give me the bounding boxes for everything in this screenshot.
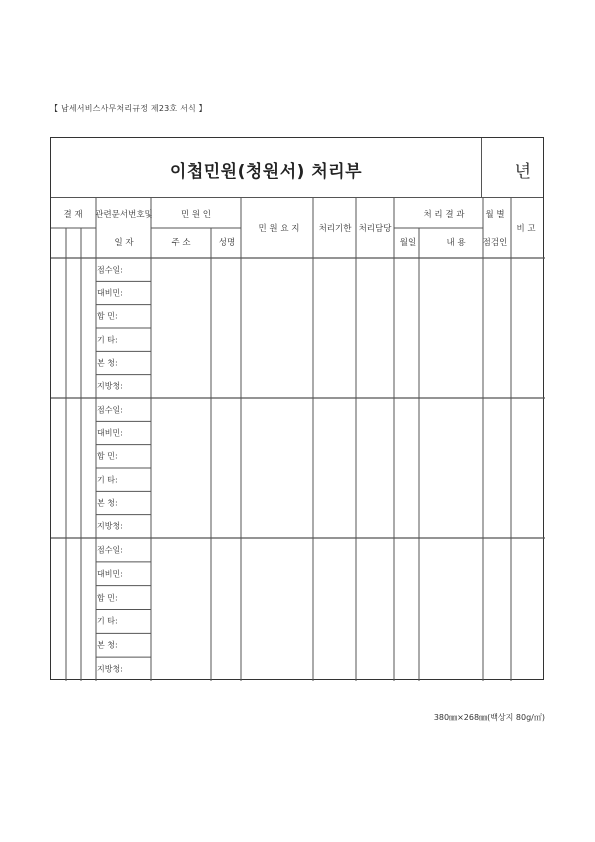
header-handler: 처리담당: [358, 224, 392, 234]
row-label: 지방청:: [97, 521, 123, 531]
header-doc-date: 일 자: [114, 238, 134, 248]
row-label: 기 타:: [97, 475, 118, 485]
header-result-date: 월일: [399, 238, 417, 248]
header-result: 처 리 결 과: [423, 210, 465, 220]
form-title: 이첩민원(청원서) 처리부: [169, 162, 363, 182]
row-label: 본 청:: [97, 498, 118, 508]
header-name: 성명: [218, 238, 236, 248]
header-deadline: 처리기한: [318, 224, 352, 234]
header-petition-summary: 민 원 요 지: [258, 224, 300, 234]
ledger-form: [50, 137, 544, 680]
header-remarks: 비 고: [516, 224, 536, 234]
header-result-content: 내 용: [446, 238, 466, 248]
row-label: 접수일:: [97, 265, 123, 275]
row-label: 지방청:: [97, 664, 123, 674]
row-label: 본 청:: [97, 640, 118, 650]
row-label: 지방청:: [97, 381, 123, 391]
row-label: 합 민:: [97, 451, 118, 461]
header-doc-number: 관련문서번호및: [95, 210, 153, 220]
year-label: 년: [514, 162, 531, 182]
row-label: 접수일:: [97, 405, 123, 415]
row-label: 합 민:: [97, 593, 118, 603]
row-label: 기 타:: [97, 335, 118, 345]
row-label: 대비민:: [97, 569, 123, 579]
form-reference: 【 남세서비스사무처리규정 제23호 서식 】: [50, 104, 207, 113]
row-label: 접수일:: [97, 545, 123, 555]
paper-spec-note: 380㎜×268㎜(백상지 80g/㎡): [433, 713, 545, 722]
header-petitioner: 민 원 인: [180, 210, 212, 220]
row-label: 기 타:: [97, 616, 118, 626]
header-monthly: 월 별: [485, 210, 505, 220]
header-check-seal: 점검인: [482, 238, 508, 248]
row-label: 대비민:: [97, 428, 123, 438]
row-label: 합 민:: [97, 311, 118, 321]
row-label: 대비민:: [97, 288, 123, 298]
header-address: 주 소: [171, 238, 191, 248]
header-approval: 결 재: [63, 210, 83, 220]
row-label: 본 청:: [97, 358, 118, 368]
